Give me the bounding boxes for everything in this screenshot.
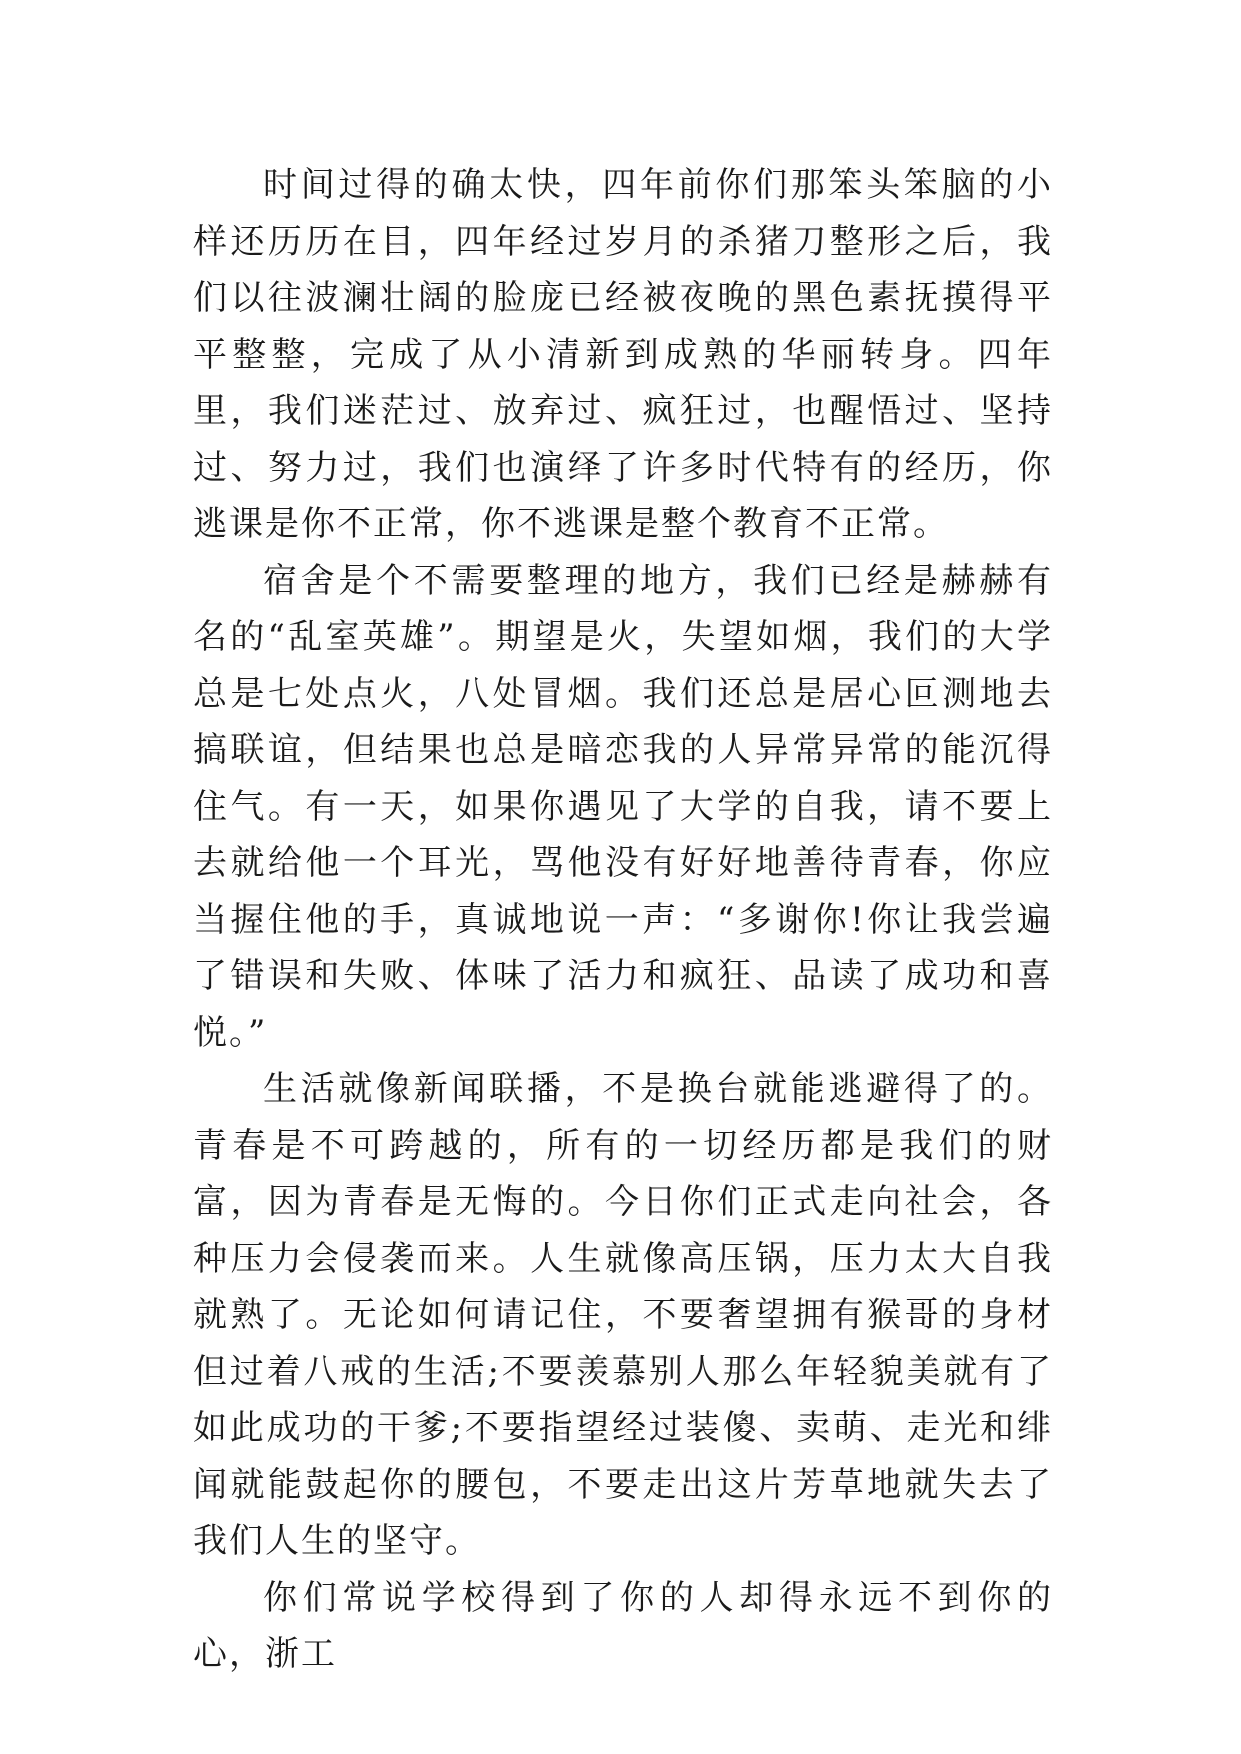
- paragraph-4: 你们常说学校得到了你的人却得永远不到你的心，浙工: [193, 1577, 1053, 1674]
- paragraph-1: 时间过得的确太快，四年前你们那笨头笨脑的小样还历历在目，四年经过岁月的杀猪刀整形之后，我们以往波澜壮阔的脸庞已经被夜晚的黑色素抚摸得平平整整，完成了从小清新到成熟的华丽转身。四年里，我们迷茫过、放弃过、疯狂过，也醒悟过、坚持过、努力过，我们也演绎了许多时代特有的经历，你逃课是你不正常，你不逃课是整个教育不正常。: [193, 165, 1053, 544]
- paragraph-3: 生活就像新闻联播，不是换台就能逃避得了的。青春是不可跨越的，所有的一切经历都是我们的财富，因为青春是无悔的。今日你们正式走向社会，各种压力会侵袭而来。人生就像高压锅，压力太大自我就熟了。无论如何请记住，不要奢望拥有猴哥的身材但过着八戒的生活;不要羡慕别人那么年轻貌美就有了如此成功的干爹;不要指望经过装傻、卖萌、走光和绯闻就能鼓起你的腰包，不要走出这片芳草地就失去了我们人生的坚守。: [193, 1069, 1053, 1561]
- document-body: [193, 157, 1053, 1683]
- paragraph-2: 宿舍是个不需要整理的地方，我们已经是赫赫有名的“乱室英雄”。期望是火，失望如烟，我们的大学总是七处点火，八处冒烟。我们还总是居心叵测地去搞联谊，但结果也总是暗恋我的人异常异常的能沉得住气。有一天，如果你遇见了大学的自我，请不要上去就给他一个耳光，骂他没有好好地善待青春，你应当握住他的手，真诚地说一声：“多谢你!你让我尝遍了错误和失败、体味了活力和疯狂、品读了成功和喜悦。”: [193, 560, 1053, 1053]
